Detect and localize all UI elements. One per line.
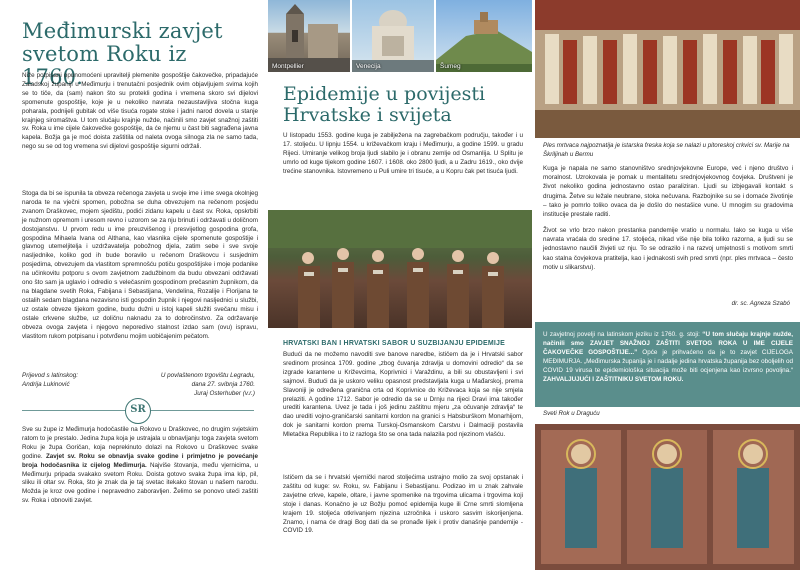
- middle-column: [268, 0, 532, 570]
- fresco-sveti-rok: [535, 424, 800, 570]
- author-signature: dr. sc. Agneza Szabó: [731, 300, 790, 307]
- middle-title: Epidemije u povijesti Hrvatske i svijeta: [283, 83, 486, 126]
- issuer-signature: U povlaštenom trgovištu Legradu, dana 27. svibnja 1760. Juraj Osterhuber (v.r.): [160, 372, 255, 397]
- vow-quote-box: [535, 322, 800, 407]
- fresco-caption: Ples mrtvaca najpoznatija je istarska freska koja se nalazi u pitoreskoj crkvici sv. Marije na Škriljinah u Bermu: [543, 142, 790, 158]
- translator-signature: Prijevod s latinskog: Andrija Lukinović: [22, 372, 78, 388]
- photo-venecija: [352, 0, 434, 72]
- sveti-rok-caption: Sveti Rok u Draguću: [543, 410, 600, 417]
- faith-paragraph: Ističem da se i hrvatski vjernički narod stoljećima ustrajno molio za svoj opstanak i zaštitu od kuge: sv. Roku, sv. Fabijanu i Sebastijanu. Podizao im u znak zahvale zavjetne crkve, kapele, oltare, i javne spomenike na trgovima ulicama i trgovima koji stoje i danas. Konačno je uz Božju pomoć epidemija kuge ili Crne smrti slomljena krajem 19. stoljeća otkrivanjem njezina uzročnika i uskoro sasvim iskorijenjena. Znamo, i nama će dragi Bog dati da se pronađe lijek i protiv današnje pandemije - COVID 19.: [283, 474, 523, 535]
- photo-procession: [268, 210, 532, 328]
- caption-sumeg: Šumeg: [440, 63, 461, 70]
- fresco-dance-of-death: [535, 0, 800, 138]
- left-column: [0, 0, 265, 570]
- ban-sabor-paragraph: Budući da ne možemo navoditi sve banove naredbe, ističem da je i Hrvatski sabor sredinom prosinca 1709. godine „zbog čuvanja zdravlja u domovini odredio“ da se izgrade karantene u Križevcima, Koprivnici i Varaždinu, a bili su obustavljeni i svi sajmovi. Budući da je uskoro veliku opasnost predstavljala kuga u Mađarskoj, prema Slavoniji je određena granična crta od Koprivnice do Križevaca koja se nije smjela prelaziti. A godine 1712. Sabor je odredio da se u Drnju na rijeci Dravi ima također urediti karantena. Uvez je tada i još jedinu zaštitnu mjeru „za očuvanje zdravlja“ te dao urediti vojno-graničarski sanitarni kordon na granici s Habsburškom Monarhijom, dok je sanitarni kordon prema Turskoj-Osmanskom Carstvu i Dalmaciji postavila Mletačka Republika i to iz razloga što se ona tada nalazila pod njezinom vlašću.: [283, 351, 523, 439]
- vow-paragraph-2: Stoga da bi se ispunila ta obveza rečenoga zavjeta u svoje ime i ime svega okolnjeg naroda te na vječni spomen, pobožna se duha obvezujem na rečenom posjedu zvanom Draškovec, mojem sjedištu, podići zidanu kapelu u čast sv. Roka, opskrbiti je nužnom opremom i uresom revno i uzorom se za nju brinuti i održavati u doličnom dostojanstvu. U prvom redu u ime preuzvišenog i presvijetlog gospodina grofa, gospodina Mihaela Ivana od Althana, kao vlasnika cijele spomenute gospoštije i glavnog utemeljitelja i uzdržavatelja pobožnog djela, zatim sebe i sve svoje nasljednike, koliko god ih bude boravilo u rečenom Draškovcu i susjednim posjedima, obvezujem da vlastitom spremnošću potiču gospoštijske i moje podanike na učinkovitu potporu s ovom zavjetnom zadužbinom da budu obvezani održavati ono što sam ja uglavio i odredio s velečasnim gospodinom prečasnim župnikom, da na blagdane svetih Roka, Fabijana i Sebastijana, Vendelina, Rozalije i Florijana te ostalih sedam blagdana nezavisno isti gospodin župnik i njegovi nasljednici u službi, uz ostale obveze tijekom godine, budu dužni u istoj kapeli služiti svečanu misu i ostale crkvene službe, uz doličnu naknadu za to dobročinstvo. Za održavanje obveza ovoga zavjeta i njegovo neporedivo stalnost izdao sam (ovu) ispravu, vlastitom rukom potpisanu i potvrđenu mojim uobičajenim pečatom.: [22, 190, 258, 340]
- caption-montpellier: Montpellier: [272, 63, 304, 70]
- epidemics-paragraph: U listopadu 1553. godine kuga je zabilježena na zagrebačkom području, također i u 17. stoljeću. U lipnju 1554. u križevačkom kraju i Međimurju, a godine 1599. u gradu Rijeci. Umiranje velikog broja ljudi slabilo je i obranu zemlje od Osmanlija. U Splitu je umrlo od kuge tijekom godine 1607. i 1608. oko 2800 ljudi, a u Zadru 1619., oko dvije trećine stanovnika. Istovremeno u Puli umire tri tisuće, a u Kopru čak pet tisuća ljudi.: [283, 132, 523, 175]
- vow-quote-text: U zavjetnoj povelji na latinskom jeziku iz 1760. g. stoji: “U tom slučaju krajnje nužde, načinili smo ZAVJET SNAŽNOJ ZAŠTITI SVETOG ROKA U IME CIJELE ČAKOVEČKE GOSPOŠTIJE...” Opće je prihvaćeno da je to zavjet CIJELOGA MEĐIMURJA. „Međimurska županija je i nadalje jedina hrvatska županija bez oboljelih od COVID 19 virusa te epidemiološka situacija može biti ocjenjena kao izvrsno povoljna.“ ZAHVALJUJUĆI I ZAŠTITNIKU SVETOM ROKU.: [543, 331, 794, 383]
- caption-venecija: Venecija: [356, 63, 381, 70]
- ban-sabor-heading: HRVATSKI BAN I HRVATSKI SABOR U SUZBIJANJU EPIDEMIJE: [283, 340, 505, 347]
- left-title: Međimurski zavjet svetom Roku iz 1760.: [22, 19, 223, 89]
- plague-society-paragraph: Kuga je napala ne samo stanovništvo srednjovjekovne Europe, već i njeno društvo i moralnost. Uzrokovala je pomak u mentalitetu srednjovjekovnog čovjeka. Društveni je život nekoliko godina jednostavno ostao paraliziran. Ljudi su izbjegavali kontakt s drugima. Žetve su ležale neubrane, stoka nečuvana. Razbojnike su se i domaće životinje – tako je pomrlo toliko ovaca da je došlo do nestašice vune. U mnogim su gradovima institucije prestale raditi.: [543, 165, 793, 219]
- pilgrimage-paragraph: Sve su župe iz Međimurja hodočastile na Rokovo u Draškovec, no drugim svjetskim ratom to je prestalo. Jedina župa koja je ustrajala u obnavljanju toga zavjeta svetom Roku je župa Goričan, koja neprekinuto dolazi na Rokovo u Draškovec svake godine. Zavjet sv. Roku se obnavlja svake godine i primjetno je povećanje broja hodočasnika iz cijelog Međimurja. Najviše štovanja, među vjernicima, u Međimurju pripada svakako svetom Roku. Doista gotovo svaka župa ima kip, pil, sliku ili oltar sv. Roka, što je znak da je taj svetac itekako štovan u našem narodu. Možda je kroz ove godine i nepravedno zaboravljen. Želimo se ponovo uteći zaštiti sv. Roka i obnoviti zavjet.: [22, 426, 258, 505]
- photo-montpellier: [268, 0, 350, 72]
- vow-paragraph-1: Niže potpisani opunomoćeni upravitelji plemenite gospoštije čakovečke, pripadajuće Zaladskoj županiji u Međimurju i trenutačni posjednik ovim objavljujem svima kojih se to tiče, da (sam) nakon što su protekli godina i vremena skoro svi dijelovi spomenute gospoštije, koje je u nekoliko navrata nezaustavljiva stočna kuga poharala, podnijeli gubitak od više tisuća rogate stoke i jadni narod dovela u stanje krajnjeg siromaštva. U tom slučaju krajnje nužde, načinili smo zavjet snažnoj zaštiti sv. Roka u ime cijele čakovečke gospoštije, da će njemu u čast biti sagrađena javna kapela. Božja ga je moć doista zaštitila od naleta ovoga silnoga zla ne samo tada, nego su se od tog vremena svi dijelovi gospoštije sigurni održali.: [22, 72, 258, 151]
- seal-logo: SR: [125, 398, 151, 424]
- plague-aftermath-paragraph: Život se vrlo brzo nakon prestanka pandemije vratio u normalu. Iako se kuga u više navrata vraćala do sredine 17. stoljeća, nikad više nije bila toliko razorna, a ljudi su se jednostavno naučili živjeti uz nju. To se odrazilo i na razvoj umjetnosti s motivom smrti kao stalna čovjekova pratitelja, kao i jednakosti svih pred smrti (npr. ples mrtvaca – često motiv u slikarstvu).: [543, 227, 793, 271]
- photo-sumeg: [436, 0, 532, 72]
